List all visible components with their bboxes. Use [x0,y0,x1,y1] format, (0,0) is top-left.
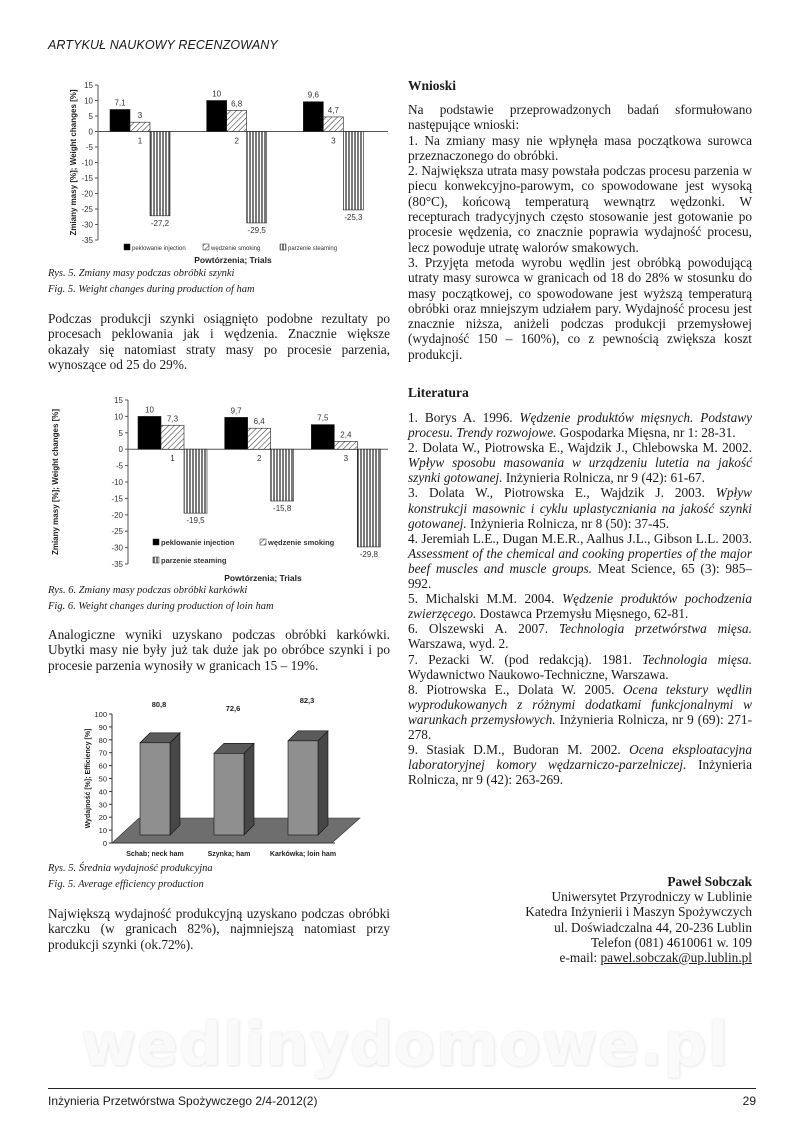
reference-item: 7. Pezacki W. (pod redakcją). 1981. Technologia mięsa. Wydawnictwo Naukowo-Techniczne, Warszawa. [408,651,753,682]
reference-item: 1. Borys A. 1996. Wędzenie produktów mięsnych. Podstawy procesu. Trendy rozwojowe. Gospodarka Mięsna, nr 1: 28-31. [408,410,752,441]
svg-text:3: 3 [331,136,336,146]
svg-text:-15: -15 [111,494,123,504]
figure-efficiency-caption [48,861,390,893]
author-department: Katedra Inżynierii i Maszyn Spożywczych [525,904,752,920]
figure-5-caption-pl: Rys. 5. Zmiany masy podczas obróbki szynki [48,268,235,279]
svg-text:-10: -10 [111,478,123,487]
conclusion-item-1: 1. Na zmiany masy nie wpłynęła masa początkowa surowca przeznaczonego do obróbki. [408,132,752,163]
svg-text:30: 30 [98,800,107,810]
svg-text:7,5: 7,5 [317,413,329,423]
svg-text:4,7: 4,7 [327,105,339,115]
svg-text:9,6: 9,6 [307,90,319,100]
figure-5-chart [48,78,393,268]
svg-text:Szynka; ham: Szynka; ham [207,851,251,858]
svg-text:-25,3: -25,3 [344,212,363,222]
reference-item: 5. Michalski M.M. 2004. Wędzenie produktów pochodzenia zwierzęcego. Dostawca Przemysłu Mięsnego, 62-81. [408,591,752,622]
svg-text:6,4: 6,4 [253,417,265,427]
svg-text:Powtórzenia; Trials: Powtórzenia; Trials [194,255,272,265]
svg-text:10: 10 [145,405,154,415]
svg-text:parzenie steaming: parzenie steaming [161,556,227,565]
author-email-line [525,950,752,965]
figure-efficiency-caption-en: Fig. 5. Average efficiency production [48,879,204,890]
svg-text:-35: -35 [81,236,93,245]
conclusion-item-2: 2. Największa utrata masy powstała podczas procesu parzenia w piecu konwekcyjno-parowym, co spowodowane jest wysoką (80°C), końcową temperaturą wewnątrz wędzonki. W recepturach tradycyjnych często stosowanie jest gotowanie po procesie wędzenia, co znacznie poprawia wydajność procesu, lecz powoduje utratę walorów smakowych. [408,163,752,255]
svg-text:2,4: 2,4 [340,430,352,440]
paragraph-ham-results: Podczas produkcji szynki osiągnięto podobne rezultaty po procesach peklowania jak i wędzenia. Znacznie większe okazały się natomiast straty masy po procesie parzenia, wynoszące od 25 do 29%. [48,311,390,372]
svg-text:3: 3 [137,111,143,121]
svg-text:-5: -5 [85,143,93,152]
svg-text:0: 0 [118,445,123,455]
svg-text:15: 15 [114,396,123,405]
svg-text:9,7: 9,7 [230,406,242,416]
svg-text:60: 60 [98,761,107,771]
svg-text:Wydajność [%]; Efficiency [%]: Wydajność [%]; Efficiency [%] [85,728,92,829]
average-efficiency-chart [80,690,370,860]
figure-6-chart [48,393,393,583]
conclusions-heading: Wnioski [408,78,457,93]
literature-section [408,385,752,787]
svg-text:72,6: 72,6 [225,704,241,713]
svg-text:100: 100 [94,710,107,719]
svg-text:20: 20 [98,813,107,823]
svg-text:Zmiany masy [%]; Weight change: Zmiany masy [%]; Weight changes [%] [69,89,78,236]
svg-text:-5: -5 [115,461,123,471]
footer-divider [48,1088,756,1089]
footer-journal: Inżynieria Przetwórstwa Spożywczego 2/4-2012(2) [48,1094,318,1108]
author-email-link[interactable]: pawel.sobczak@up.lublin.pl [600,950,752,966]
svg-text:80,8: 80,8 [151,700,167,709]
svg-text:10: 10 [212,89,222,99]
svg-text:90: 90 [98,722,107,732]
svg-text:-30: -30 [81,220,93,230]
svg-text:peklowanie injection: peklowanie injection [132,246,186,252]
author-address: ul. Doświadczalna 44, 20-236 Lublin [554,919,752,935]
svg-text:-27,2: -27,2 [150,218,170,228]
svg-text:-20: -20 [111,510,123,520]
svg-text:5: 5 [118,428,123,438]
svg-text:-19,5: -19,5 [186,516,205,526]
watermark: wedlinydomowe.pl [80,1010,730,1080]
svg-text:10: 10 [114,412,123,422]
figure-6-caption-pl: Rys. 6. Zmiany masy podczas obróbki karkówki [48,585,248,596]
svg-text:wędzenie smoking: wędzenie smoking [211,246,261,252]
svg-text:-20: -20 [81,189,93,199]
svg-text:5: 5 [88,112,93,121]
svg-text:7,1: 7,1 [114,98,126,108]
svg-text:-15: -15 [81,174,93,183]
running-head: ARTYKUŁ NAUKOWY RECENZOWANY [48,38,278,52]
svg-text:6,8: 6,8 [231,99,243,109]
paragraph-efficiency-results: Największą wydajność produkcyjną uzyskano podczas obróbki karczku (w granicach 82%), najmniejszą natomiast przy produkcji szynki (ok.72%). [48,906,390,952]
svg-text:10: 10 [84,96,93,106]
svg-text:peklowanie injection: peklowanie injection [161,538,235,547]
svg-text:1: 1 [170,454,175,464]
reference-item: 9. Stasiak D.M., Budoran M. 2002. Ocena eksploatacyjna laboratoryjnej komory wędzarniczo-parzelniczej. Inżynieria Rolnicza, nr 9 (42): 263-269. [408,742,752,788]
figure-6-caption [48,583,390,615]
svg-text:70: 70 [98,748,107,758]
figure-efficiency-chart [80,690,370,860]
svg-text:Schab; neck ham: Schab; neck ham [126,851,184,858]
svg-text:3: 3 [343,454,349,464]
reference-item: 8. Piotrowska E., Dolata W. 2005. Ocena tekstury wędlin wyprodukowanych z różnymi dodatkami funkcjonalnymi w warunkach przemysłowych. Inżynieria Rolnicza, nr 9 (69): 271-278. [408,681,753,742]
conclusions-intro: Na podstawie przeprowadzonych badań sformułowano następujące wnioski: [408,102,752,133]
literature-heading: Literatura [408,385,469,400]
svg-text:2: 2 [256,454,262,464]
svg-text:80: 80 [98,735,107,745]
author-affiliation: Uniwersytet Przyrodniczy w Lublinie [551,889,752,905]
svg-text:0: 0 [102,839,107,848]
conclusion-item-3: 3. Przyjęta metoda wyrobu wędlin jest obróbką powodującą utraty masy surowca w granicach od 18 do 28% w stosunku do masy początkowej, co spowodowane jest wyższą temperaturą obróbki oraz mniejszym udziałem pary. Wydajność procesu jest znacznie niższa, aniżeli podczas produkcji przemysłowej (wydajność 150 – 160%), co z pewnością zwiększa koszt produkcji. [408,254,752,362]
svg-text:-29,8: -29,8 [359,549,378,559]
svg-text:-30: -30 [111,543,123,553]
svg-text:0: 0 [88,127,93,137]
reference-list [408,410,752,787]
svg-text:-10: -10 [81,158,93,168]
figure-5-caption-en: Fig. 5. Weight changes during production of ham [48,284,255,295]
paragraph-loin-ham-results: Analogiczne wyniki uzyskano podczas obróbki karkówki. Ubytki masy nie były już tak duże jak po obróbce szynki i po procesie parzenia wynosiły w granicach 15 – 19%. [48,627,390,673]
svg-text:-25: -25 [111,527,123,537]
svg-text:-15,8: -15,8 [273,504,292,514]
svg-text:50: 50 [98,774,107,784]
svg-text:parzenie steaming: parzenie steaming [288,246,338,252]
svg-text:Zmiany masy [%]; Weight change: Zmiany masy [%]; Weight changes [%] [51,408,60,556]
weight-changes-ham-chart [48,78,393,268]
weight-changes-loin-ham-chart [48,393,393,583]
author-name: Paweł Sobczak [667,874,752,889]
svg-text:-29,5: -29,5 [247,225,266,235]
svg-text:-35: -35 [111,560,123,569]
figure-5-caption [48,266,390,298]
figure-6-caption-en: Fig. 6. Weight changes during production of loin ham [48,601,274,612]
reference-item: 6. Olszewski A. 2007. Technologia przetwórstwa mięsa. Warszawa, wyd. 2. [408,621,752,652]
footer-page-number: 29 [742,1094,756,1108]
email-label: e-mail: [559,950,601,966]
reference-item: 3. Dolata W., Piotrowska E., Wajdzik J. 2003. Wpływ konstrukcji masownic i cyklu uplastyczniania na jakość szynki gotowanej. Inżynieria Rolnicza, nr 8 (50): 37-45. [408,485,752,531]
svg-text:-25: -25 [81,205,93,214]
svg-text:10: 10 [98,826,107,836]
reference-item: 2. Dolata W., Piotrowska E., Wajdzik J., Chlebowska M. 2002. Wpływ sposobu masowania w urządzeniu lutetia na jakość szynki gotowanej. Inżynieria Rolnicza, nr 9 (42): 61-67. [408,440,752,486]
svg-text:82,3: 82,3 [299,696,315,705]
author-phone: Telefon (081) 4610061 w. 109 [590,934,752,950]
svg-text:1: 1 [137,136,143,146]
figure-efficiency-caption-pl: Rys. 5. Średnia wydajność produkcyjna [48,863,213,874]
svg-text:Powtórzenia; Trials: Powtórzenia; Trials [224,573,302,583]
svg-text:7,3: 7,3 [166,414,179,424]
author-block [525,874,752,965]
svg-text:2: 2 [234,136,239,146]
reference-item: 4. Jeremiah L.E., Dugan M.E.R., Aalhus J.L., Gibson L.L. 2003. Assessment of the chemical and cooking properties of the major beef muscles and muscle groups. Meat Science, 65 (3): 985–992. [408,530,752,592]
svg-text:40: 40 [98,787,107,797]
svg-text:wędzenie smoking: wędzenie smoking [268,538,335,547]
svg-text:15: 15 [84,81,93,90]
svg-text:Karkówka; loin ham: Karkówka; loin ham [269,851,337,858]
conclusions-section [408,78,752,362]
